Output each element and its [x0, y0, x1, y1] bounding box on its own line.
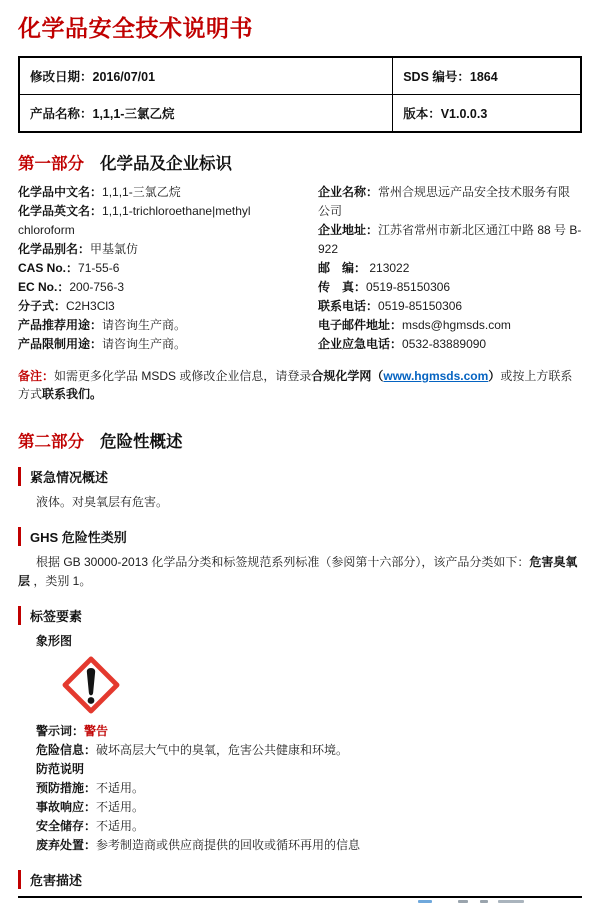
emergency-overview-text: 液体。对臭氧层有危害。: [36, 495, 169, 509]
field-chinese-name: 化学品中文名：1,1,1-三氯乙烷: [18, 185, 181, 199]
field-fax: 传 真：0519-85150306: [318, 280, 451, 294]
info-cell-sds-number: SDS 编号：1864: [393, 57, 581, 95]
field-english-name: 化学品英文名：1,1,1-trichloroethane|methyl chloroform: [18, 204, 251, 237]
label-elements-heading: 标签要素: [18, 606, 582, 625]
ghs-class-name: 危害臭氧层: [18, 555, 578, 588]
precaution-prevention: 预防措施：不适用。: [36, 781, 145, 795]
section2-number: 第二部分: [18, 433, 84, 451]
page-title: 化学品安全技术说明书: [18, 15, 253, 41]
msds-document: [0, 10, 600, 905]
field-company-address: 企业地址：江苏省常州市新北区通江中路 88 号 B-922: [318, 223, 582, 256]
section1-number: 第一部分: [18, 155, 84, 173]
hazard-statement-row: 危险信息：破坏高层大气中的臭氧，危害公共健康和环境。: [36, 743, 349, 757]
field-ec-no: EC No.：200-756-3: [18, 280, 125, 294]
field-alias: 化学品别名：甲基氯仿: [18, 242, 139, 256]
signal-word-row: 警示词：警告: [36, 724, 109, 738]
document-info-table: [18, 56, 582, 133]
ghs-exclamation-mark-icon: [60, 654, 122, 716]
table-row: [19, 95, 581, 133]
field-email: 电子邮件地址：msds@hgmsds.com: [318, 318, 511, 332]
contact-us-text: 联系我们。: [42, 387, 103, 401]
section1-columns: [18, 183, 582, 354]
ghs-classification-text: 根据 GB 30000-2013 化学品分类和标签规范系列标准（参阅第十六部分），该产品分类如下：危害臭氧层 ，类别 1。: [18, 555, 578, 588]
field-restricted-use: 产品限制用途：请咨询生产商。: [18, 337, 187, 351]
info-cell-version: 版本：V1.0.0.3: [393, 95, 581, 133]
hazard-description-heading: 危害描述: [18, 870, 582, 889]
field-recommended-use: 产品推荐用途：请咨询生产商。: [18, 318, 187, 332]
field-company-name: 企业名称：常州合规思远产品安全技术服务有限公司: [318, 185, 571, 218]
ghs-classification-heading: GHS 危险性类别: [18, 527, 582, 546]
emergency-overview-heading: 紧急情况概述: [18, 467, 582, 486]
remark-note: 备注：如需更多化学品 MSDS 或修改企业信息，请登录合规化学网（www.hgmsds.com）或按上方联系方式联系我们。: [18, 369, 573, 401]
section2-title: 危险性概述: [100, 433, 183, 451]
table-row: [19, 57, 581, 95]
field-molecular-formula: 分子式：C2H3Cl3: [18, 299, 115, 313]
site-name: 合规化学网: [311, 369, 372, 383]
info-cell-revision-date: 修改日期：2016/07/01: [19, 57, 393, 95]
field-cas-no: CAS No.：71-55-6: [18, 261, 120, 275]
chemical-identification-column: [18, 183, 306, 354]
precaution-disposal: 废弃处置：参考制造商或供应商提供的回收或循环再用的信息: [36, 838, 361, 852]
field-emergency-phone: 企业应急电话：0532-83889090: [318, 337, 487, 351]
section1-title: 化学品及企业标识: [100, 155, 232, 173]
section1-heading: [18, 150, 582, 174]
company-identification-column: [306, 183, 582, 354]
section2-heading: [18, 428, 582, 452]
hgmsds-link[interactable]: www.hgmsds.com: [383, 369, 489, 383]
signal-word: 警告: [84, 724, 109, 738]
field-postal-code: 邮 编： 213022: [318, 261, 410, 275]
precaution-storage: 安全储存：不适用。: [36, 819, 145, 833]
remark-label: 备注：: [18, 369, 55, 383]
info-cell-product-name: 产品名称：1,1,1-三氯乙烷: [19, 95, 393, 133]
precaution-response: 事故响应：不适用。: [36, 800, 145, 814]
pictogram-caption: 象形图: [36, 634, 73, 648]
precaution-heading: 防范说明: [36, 762, 85, 776]
field-phone: 联系电话：0519-85150306: [318, 299, 463, 313]
cutoff-next-page-remnant: [18, 898, 582, 905]
